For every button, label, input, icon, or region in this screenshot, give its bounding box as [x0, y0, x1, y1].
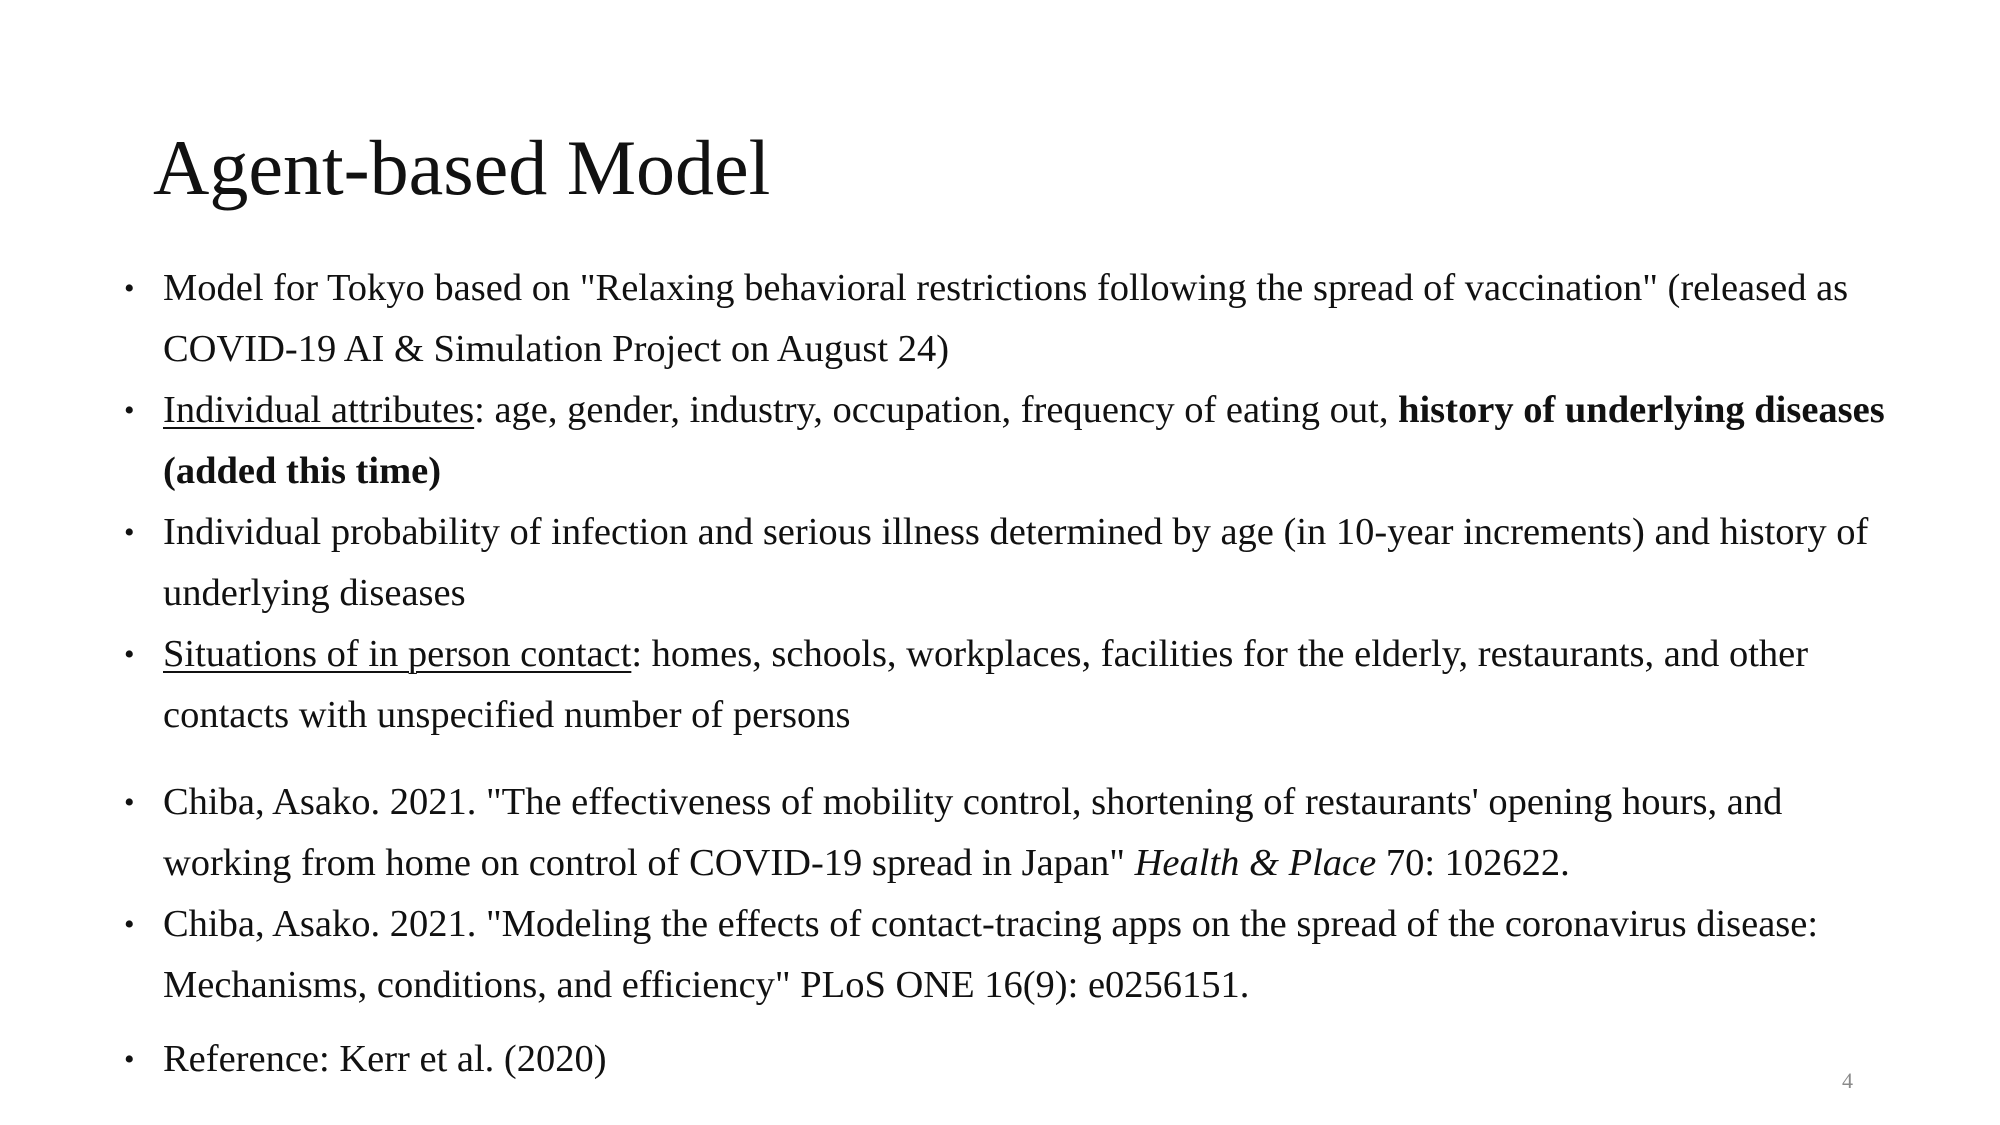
- bullet-label: Situations of in person contact: [163, 633, 632, 675]
- journal-name: Health & Place: [1134, 842, 1377, 884]
- bullet-model-for-tokyo: [120, 258, 1910, 380]
- bullet-label: Individual attributes: [163, 389, 475, 431]
- bullet-text: Model for Tokyo based on "Relaxing behavioral restrictions following the spread of vaccination" (released as COVID-19 AI & Simulation Project on August 24): [163, 267, 1849, 370]
- bullet-text: Chiba, Asako. 2021. "The effectiveness of mobility control, shortening of restaurants' opening hours, and working from home on control of COVID-19 spread in Japan": [163, 781, 1783, 884]
- bullet-suffix: 70: 102622.: [1376, 842, 1570, 884]
- bullet-dot-icon: •: [124, 516, 135, 549]
- bullet-dot-icon: •: [124, 394, 135, 427]
- bullet-citation-plos-one: [120, 894, 1910, 1016]
- bullet-dot-icon: •: [124, 638, 135, 671]
- bullet-dot-icon: •: [124, 272, 135, 305]
- bullet-dot-icon: •: [124, 1043, 135, 1076]
- bullet-text: Reference: Kerr et al. (2020): [163, 1038, 607, 1080]
- bullet-reference: [120, 1029, 1910, 1090]
- bullet-dot-icon: •: [124, 786, 135, 819]
- bullet-text: : age, gender, industry, occupation, frequency of eating out,: [474, 389, 1399, 431]
- bullet-dot-icon: •: [124, 908, 135, 941]
- slide-title: Agent-based Model: [153, 124, 771, 211]
- bullet-individual-attributes: [120, 380, 1910, 502]
- bullet-list: [120, 258, 1910, 1090]
- bullet-text: Chiba, Asako. 2021. "Modeling the effects of contact-tracing apps on the spread of the coronavirus disease: Mechanisms, conditions, and efficiency" PLoS ONE 16(9): e0256151.: [163, 903, 1819, 1006]
- bullet-individual-probability: [120, 502, 1910, 624]
- bullet-text: : homes, schools, workplaces, facilities for the elderly, restaurants, and other contacts with unspecified number of persons: [163, 633, 1809, 736]
- bullet-text: Individual probability of infection and serious illness determined by age (in 10-year increments) and history of underlying diseases: [163, 511, 1869, 614]
- bullet-bold-text: history of underlying diseases (added this time): [163, 389, 1885, 492]
- bullet-citation-health-place: [120, 772, 1910, 894]
- page-number: 4: [1842, 1068, 1853, 1093]
- bullet-situations-of-contact: [120, 624, 1910, 746]
